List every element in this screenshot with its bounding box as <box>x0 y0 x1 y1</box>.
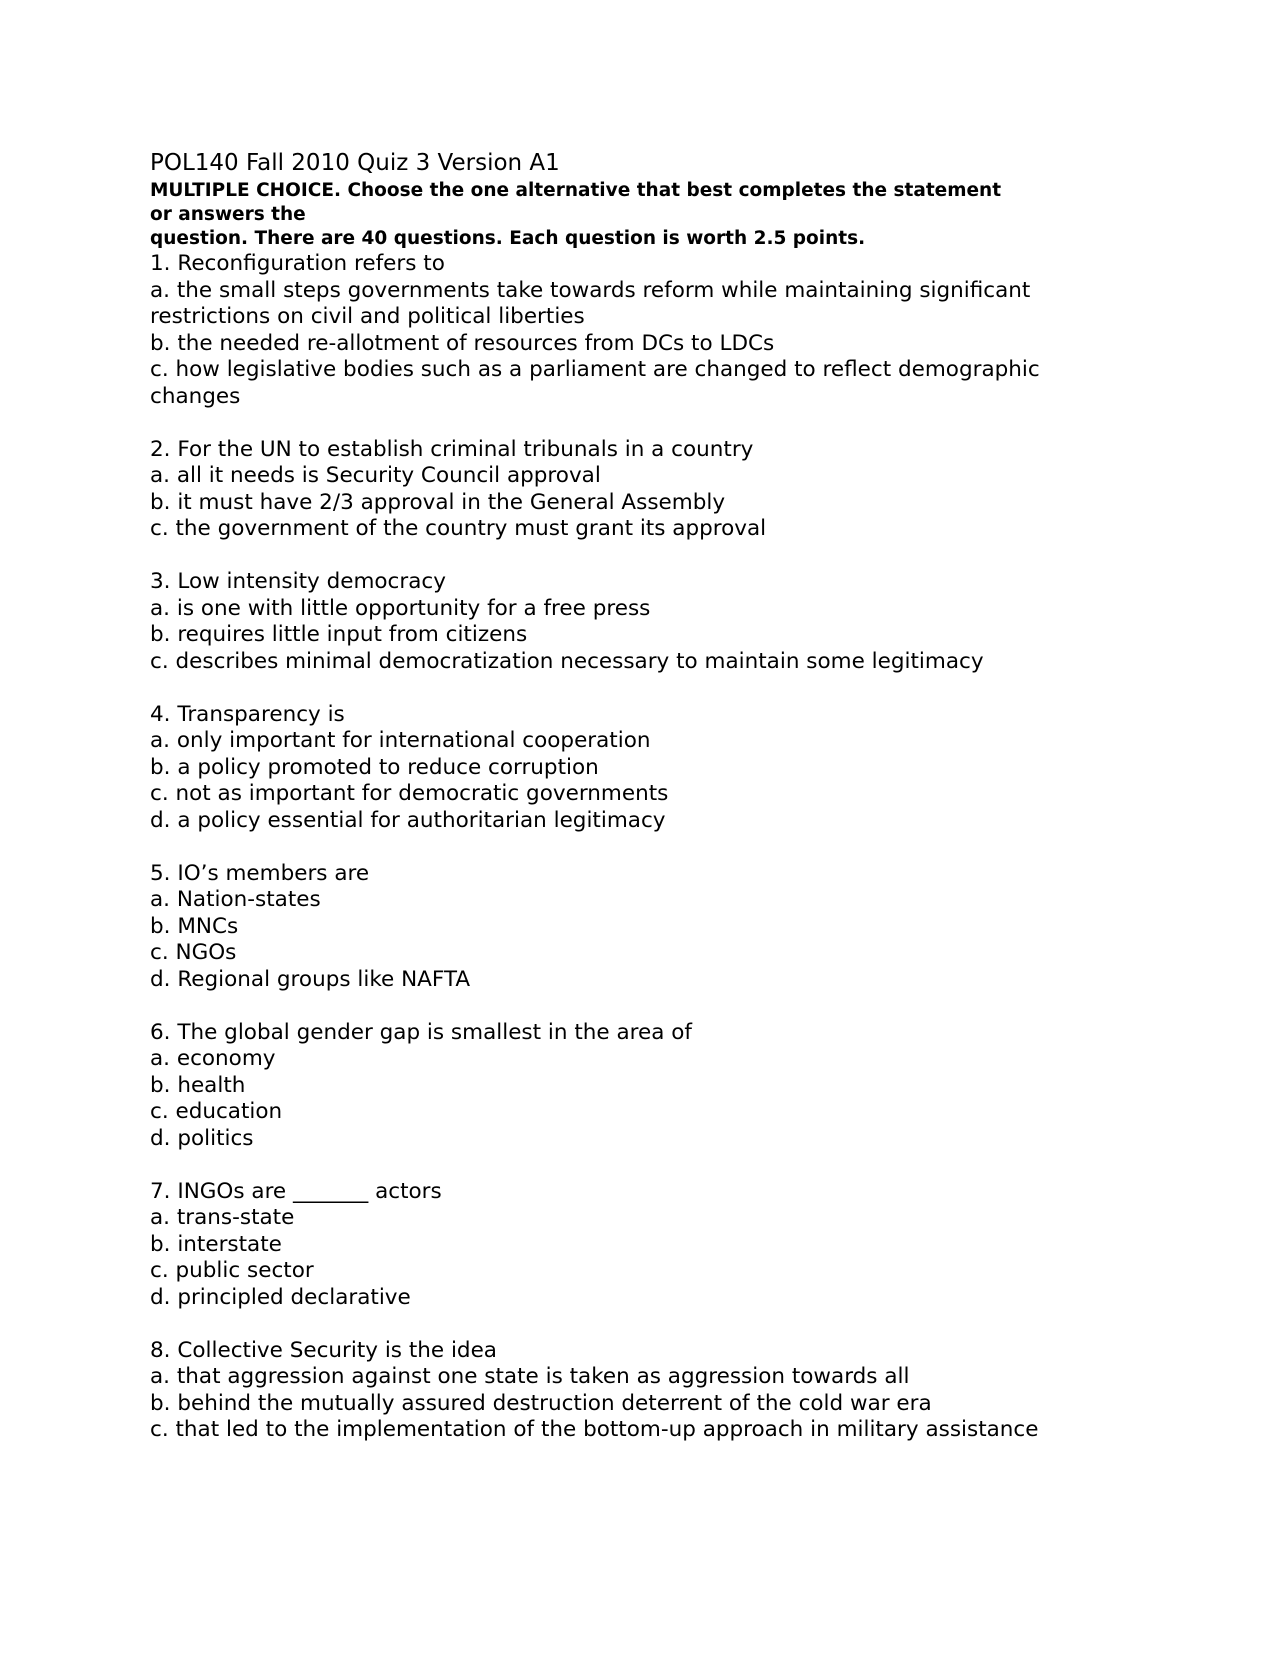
question-8 <box>150 1338 1150 1444</box>
answer-options <box>150 278 1150 411</box>
instructions-line: or answers the <box>150 204 306 225</box>
question-6 <box>150 1020 1150 1153</box>
answer-option: c. that led to the implementation of the bottom-up approach in military assistance <box>150 1417 1039 1442</box>
answer-option: a. is one with little opportunity for a free press <box>150 595 651 621</box>
question-5 <box>150 861 1150 994</box>
instructions <box>150 179 1150 251</box>
answer-option: c. NGOs <box>150 940 237 965</box>
answer-option: a. trans-state <box>150 1205 295 1230</box>
instructions-line: MULTIPLE CHOICE. Choose the one alternative that best completes the statement <box>150 180 1002 201</box>
answer-option: restrictions on civil and political liberties <box>150 304 585 329</box>
answer-options <box>150 887 1150 993</box>
answer-option: d. a policy essential for authoritarian legitimacy <box>150 807 666 833</box>
question-stem: 2. For the UN to establish criminal tribunals in a country <box>150 436 754 462</box>
answer-option: b. behind the mutually assured destruction deterrent of the cold war era <box>150 1390 932 1416</box>
instructions-line: question. There are 40 questions. Each question is worth 2.5 points. <box>150 228 866 249</box>
answer-option: d. principled declarative <box>150 1284 411 1310</box>
answer-option: b. health <box>150 1072 246 1098</box>
answer-option: b. it must have 2/3 approval in the General Assembly <box>150 489 726 515</box>
answer-option: c. education <box>150 1099 283 1124</box>
document-title: POL140 Fall 2010 Quiz 3 Version A1 <box>150 150 560 176</box>
answer-option: c. not as important for democratic governments <box>150 781 669 806</box>
answer-option: b. requires little input from citizens <box>150 622 528 647</box>
question-list <box>150 251 1150 1444</box>
answer-option: d. politics <box>150 1125 254 1151</box>
answer-option: b. interstate <box>150 1231 282 1257</box>
answer-options <box>150 728 1150 834</box>
answer-options <box>150 1205 1150 1311</box>
question-stem: 1. Reconfiguration refers to <box>150 251 445 276</box>
answer-option: b. the needed re-allotment of resources from DCs to LDCs <box>150 330 775 356</box>
answer-options <box>150 596 1150 676</box>
answer-option: changes <box>150 383 241 409</box>
question-1 <box>150 251 1150 410</box>
question-stem: 3. Low intensity democracy <box>150 569 446 594</box>
question-7 <box>150 1179 1150 1312</box>
answer-option: a. Nation-states <box>150 887 321 912</box>
answer-option: c. describes minimal democratization necessary to maintain some legitimacy <box>150 648 984 674</box>
question-stem: 4. Transparency is <box>150 701 345 727</box>
answer-option: a. only important for international cooperation <box>150 728 651 753</box>
answer-option: b. MNCs <box>150 913 239 939</box>
answer-option: a. all it needs is Security Council approval <box>150 463 601 488</box>
answer-options <box>150 1046 1150 1152</box>
answer-option: c. how legislative bodies such as a parliament are changed to reflect demographic <box>150 357 1040 382</box>
answer-option: c. public sector <box>150 1258 314 1283</box>
quiz-page <box>150 148 1150 1470</box>
question-2 <box>150 437 1150 543</box>
answer-option: a. economy <box>150 1046 276 1071</box>
answer-options <box>150 1364 1150 1444</box>
question-stem: 6. The global gender gap is smallest in the area of <box>150 1019 692 1045</box>
answer-option: b. a policy promoted to reduce corruption <box>150 754 599 780</box>
answer-option: a. the small steps governments take towards reform while maintaining significant <box>150 277 1031 303</box>
answer-options <box>150 463 1150 543</box>
question-3 <box>150 569 1150 675</box>
question-stem: 8. Collective Security is the idea <box>150 1337 497 1363</box>
answer-option: d. Regional groups like NAFTA <box>150 966 471 992</box>
answer-option: a. that aggression against one state is taken as aggression towards all <box>150 1364 910 1389</box>
question-stem: 7. INGOs are _______ actors <box>150 1178 442 1204</box>
answer-option: c. the government of the country must grant its approval <box>150 516 767 541</box>
question-4 <box>150 702 1150 835</box>
question-stem: 5. IO’s members are <box>150 860 370 886</box>
